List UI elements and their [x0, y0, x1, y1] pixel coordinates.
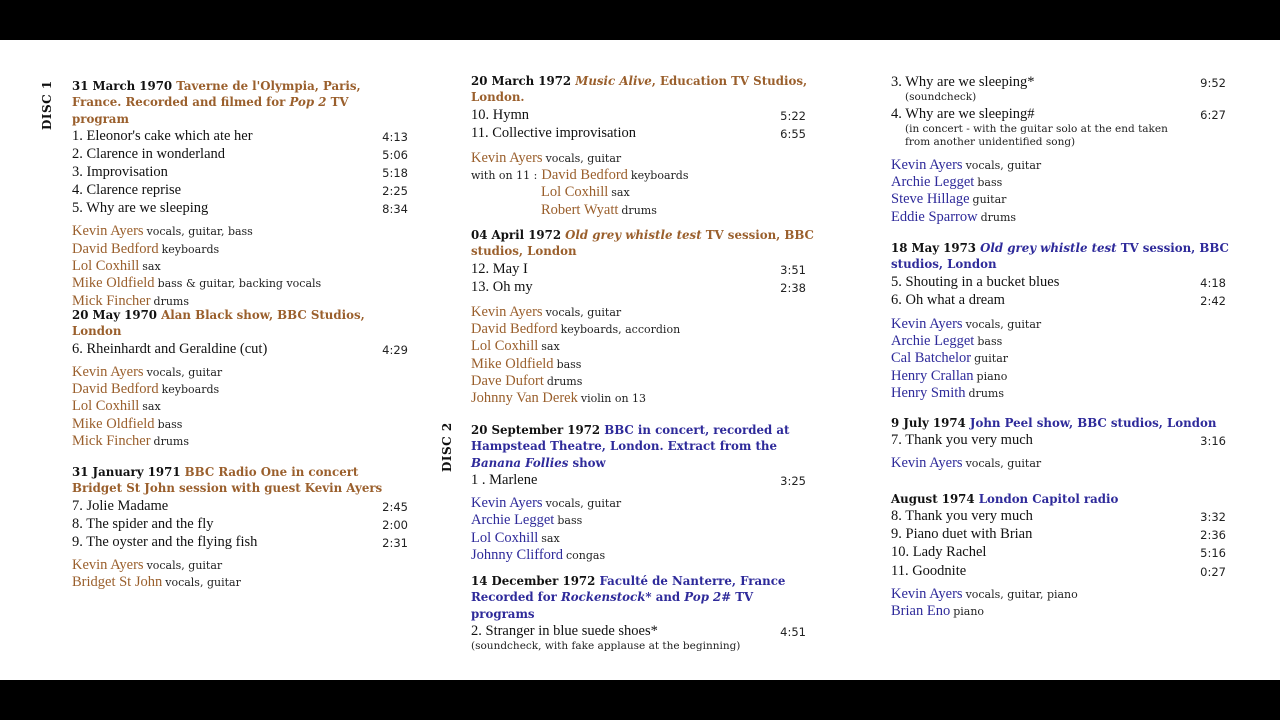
track-list	[891, 507, 1226, 579]
musician: Kevin Ayers vocals, guitar	[72, 556, 223, 573]
musician: Kevin Ayers vocals, guitar	[72, 363, 223, 380]
musician: Henry Smith drums	[891, 384, 1004, 401]
session-20-march-1972	[471, 73, 806, 219]
track-note: from another unidentified song)	[905, 136, 1076, 149]
track: 7. Thank you very much 3:16	[891, 432, 1226, 449]
musician: Johnny Van Derek violin on 13	[471, 390, 647, 407]
musician: Henry Crallan piano	[891, 367, 1008, 384]
musician-list	[891, 455, 1226, 472]
musician: Kevin Ayers vocals, guitar	[891, 156, 1042, 173]
session-august-1974	[891, 491, 1226, 620]
session-04-april-1972	[471, 227, 814, 408]
session-18-may-1973	[891, 240, 1229, 402]
musician: Eddie Sparrow drums	[891, 208, 1017, 225]
track-list	[72, 497, 408, 551]
track: 1 . Marlene 3:25	[471, 471, 806, 488]
musician: Mick Fincher drums	[72, 292, 189, 309]
musician: Lol Coxhill sax	[72, 398, 161, 415]
musician: Cal Batchelor guitar	[891, 350, 1009, 367]
track: 13. Oh my 2:38	[471, 278, 806, 295]
musician-list	[891, 157, 1226, 226]
musician: Robert Wyatt drums	[541, 201, 657, 218]
session-14-december-1972	[471, 573, 806, 653]
session-20-september-1972	[471, 422, 806, 564]
track: 2. Stranger in blue suede shoes* 4:51	[471, 622, 806, 639]
track-note: (soundcheck, with fake applause at the beginning)	[471, 639, 741, 652]
musician: Archie Legget bass	[891, 173, 1003, 190]
musician: Steve Hillage guitar	[891, 191, 1007, 208]
session-heading: 9 July 1974 John Peel show, BBC studios, London	[891, 416, 1217, 430]
musician-list	[471, 304, 806, 408]
track-note: (soundcheck)	[905, 91, 977, 104]
musician-list	[471, 150, 806, 219]
musician: Mick Fincher drums	[72, 432, 189, 449]
track-list	[891, 73, 1226, 150]
track-note: (in concert - with the guitar solo at the end taken	[905, 122, 1168, 135]
musician: Kevin Ayers vocals, guitar	[891, 455, 1042, 472]
session-31-january-1971	[72, 464, 408, 591]
musician: Archie Legget bass	[471, 512, 583, 529]
session-9-july-1974	[891, 415, 1226, 473]
musician: Lol Coxhill sax	[471, 529, 560, 546]
musician-list	[891, 316, 1226, 402]
track-list	[72, 340, 408, 358]
musician: Kevin Ayers vocals, guitar	[891, 315, 1042, 332]
track: 5. Why are we sleeping 8:34	[72, 200, 408, 217]
musician-list	[72, 364, 408, 450]
session-heading: 31 January 1971 BBC Radio One in concert Bridget St John session with guest Kevin Ayers	[72, 465, 383, 496]
track: 3. Improvisation 5:18	[72, 164, 408, 181]
track-list	[72, 127, 408, 217]
session-heading: 31 March 1970 Taverne de l'Olympia, Paris, France. Recorded and filmed for Pop 2 TV program	[72, 79, 361, 126]
musician: Lol Coxhill sax	[72, 257, 161, 274]
musician: Mike Oldfield bass	[72, 415, 183, 432]
track: 5. Shouting in a bucket blues 4:18	[891, 273, 1226, 290]
session-20-may-1970	[72, 307, 408, 450]
session-31-march-1970	[72, 78, 408, 310]
track: 8. The spider and the fly 2:00	[72, 515, 408, 532]
track-list	[891, 273, 1226, 309]
liner-notes-sheet	[0, 40, 1280, 680]
session-heading: 04 April 1972 Old grey whistle test TV session, BBC studios, London	[471, 228, 814, 259]
musician: Mike Oldfield bass	[471, 355, 582, 372]
session-heading: August 1974 London Capitol radio	[891, 492, 1119, 506]
track: 11. Collective improvisation 6:55	[471, 124, 806, 141]
musician: Dave Dufort drums	[471, 372, 583, 389]
track: 7. Jolie Madame 2:45	[72, 497, 408, 514]
musician: Johnny Clifford congas	[471, 546, 606, 563]
musician: David Bedford keyboards, accordion	[471, 321, 681, 338]
musician-list	[471, 495, 806, 564]
musician: Bridget St John vocals, guitar	[72, 574, 241, 591]
track: 2. Clarence in wonderland 5:06	[72, 145, 408, 162]
track: 4. Why are we sleeping# 6:27	[891, 105, 1226, 122]
track: 3. Why are we sleeping* 9:52	[891, 74, 1226, 90]
track-list	[471, 106, 806, 142]
track-list	[891, 431, 1226, 449]
session-heading: 20 March 1972 Music Alive, Education TV Studios, London.	[471, 74, 808, 105]
track: 10. Lady Rachel 5:16	[891, 544, 1226, 561]
track: 4. Clarence reprise 2:25	[72, 182, 408, 199]
musician: David Bedford keyboards	[72, 240, 220, 257]
musician: David Bedford keyboards	[72, 380, 220, 397]
track: 6. Rheinhardt and Geraldine (cut) 4:29	[72, 340, 408, 357]
track: 10. Hymn 5:22	[471, 106, 806, 123]
musician: Kevin Ayers vocals, guitar	[471, 494, 622, 511]
musician: with on 11 : David Bedford keyboards	[471, 167, 689, 184]
session-14-december-1972-continued	[891, 73, 1226, 226]
musician: Brian Eno piano	[891, 602, 985, 619]
track: 9. Piano duet with Brian 2:36	[891, 526, 1226, 543]
track: 11. Goodnite 0:27	[891, 562, 1226, 579]
musician: Kevin Ayers vocals, guitar, bass	[72, 223, 253, 240]
musician: Kevin Ayers vocals, guitar, piano	[891, 585, 1078, 602]
musician-list	[72, 557, 408, 592]
track: 8. Thank you very much 3:32	[891, 508, 1226, 525]
session-heading: 14 December 1972 Faculté de Nanterre, France Recorded for Rockenstock* and Pop 2# TV programs	[471, 574, 786, 621]
musician: Kevin Ayers vocals, guitar	[471, 149, 622, 166]
track: 6. Oh what a dream 2:42	[891, 291, 1226, 308]
track-list	[471, 471, 806, 489]
musician-list	[891, 586, 1226, 621]
session-heading: 20 September 1972 BBC in concert, recorded at Hampstead Theatre, London. Extract from the Banana Follies show	[471, 423, 790, 470]
musician: Lol Coxhill sax	[541, 184, 630, 201]
disc-2-label: DISC 2	[440, 422, 454, 472]
musician: Kevin Ayers vocals, guitar	[471, 303, 622, 320]
track: 12. May I 3:51	[471, 260, 806, 277]
session-heading: 20 May 1970 Alan Black show, BBC Studios, London	[72, 308, 365, 339]
track: 9. The oyster and the flying fish 2:31	[72, 533, 408, 550]
track-list	[471, 260, 806, 296]
musician: Archie Legget bass	[891, 333, 1003, 350]
session-heading: 18 May 1973 Old grey whistle test TV session, BBC studios, London	[891, 241, 1229, 272]
musician: Lol Coxhill sax	[471, 338, 560, 355]
track: 1. Eleonor's cake which ate her 4:13	[72, 127, 408, 144]
musician: Mike Oldfield bass & guitar, backing vocals	[72, 275, 322, 292]
disc-1-label: DISC 1	[40, 80, 54, 130]
track-list	[471, 622, 806, 654]
musician-list	[72, 223, 408, 309]
